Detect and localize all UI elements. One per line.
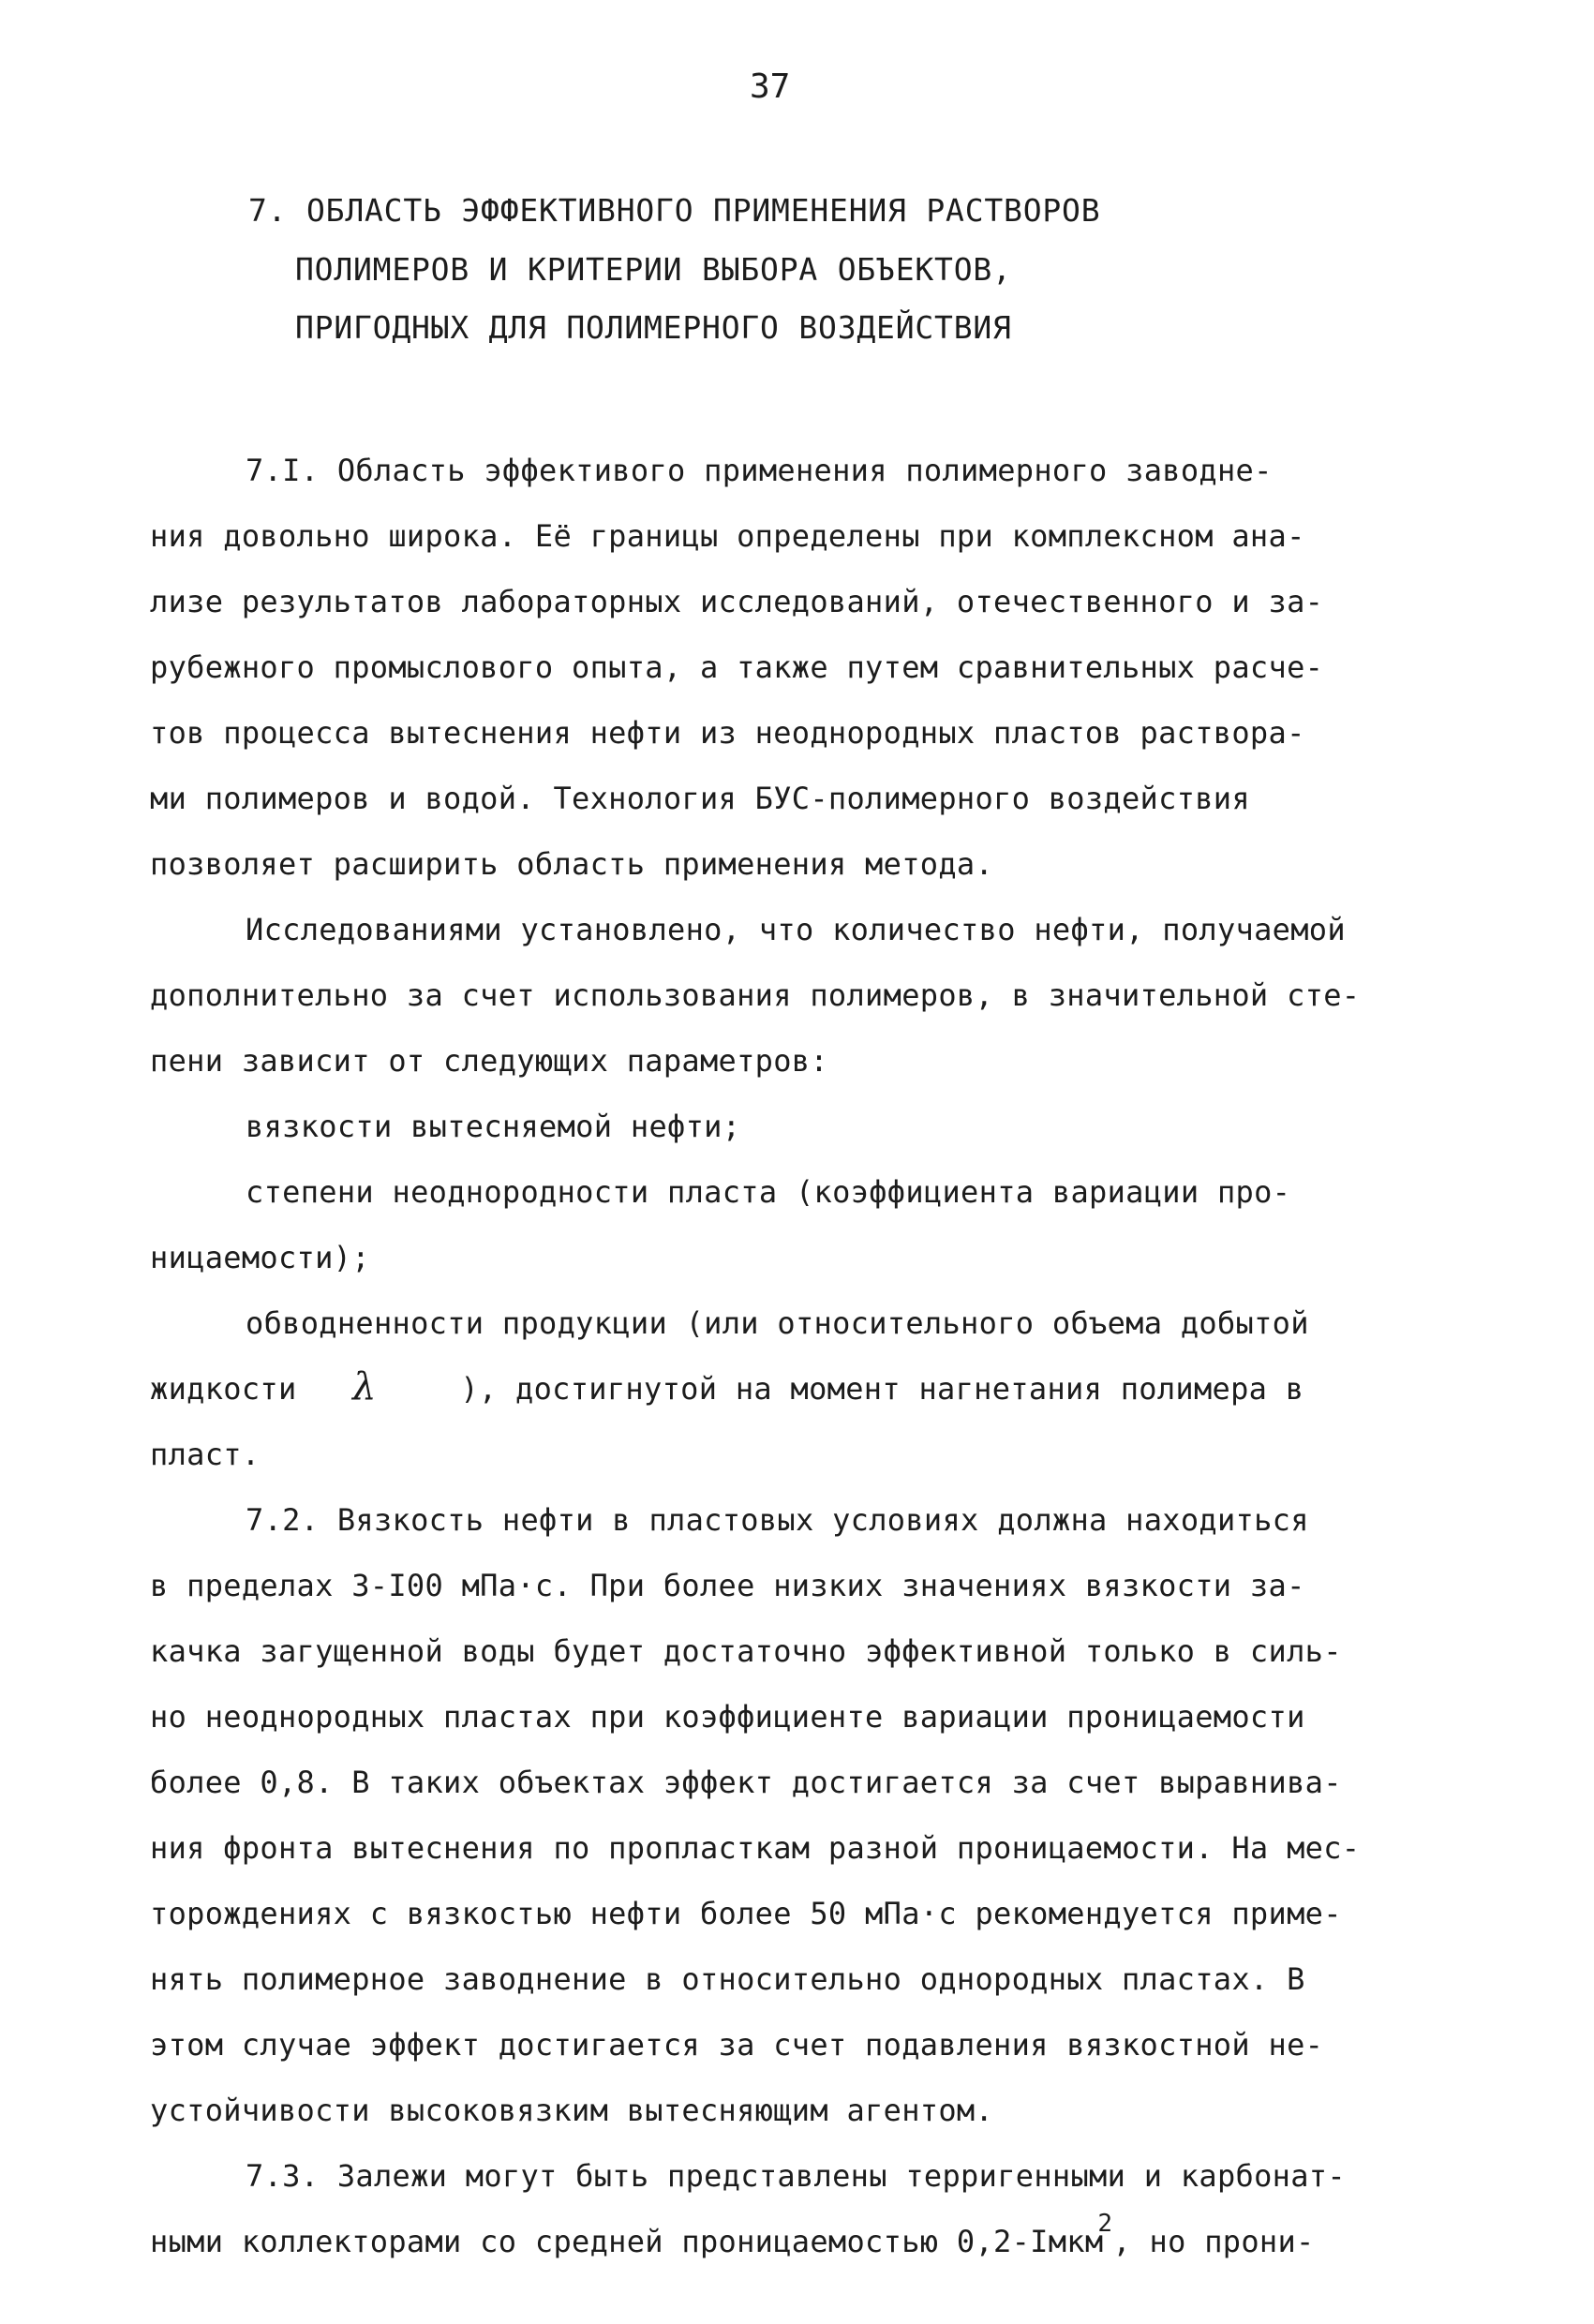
body-line: рубежного промыслового опыта, а также путем сравнительных расче- xyxy=(150,649,1324,685)
body-line: этом случае эффект достигается за счет подавления вязкостной не- xyxy=(150,2027,1324,2063)
body-line: ния довольно широка. Её границы определены при комплексном ана- xyxy=(150,518,1305,554)
body-line: пласт. xyxy=(150,1437,261,1472)
body-line: 7.I. Область эффективого применения полимерного заводне- xyxy=(246,453,1273,488)
body-line: 7.3. Залежи могут быть представлены терригенными и карбонат- xyxy=(246,2158,1346,2194)
body-line: в пределах 3-I00 мПа·с. При более низких значениях вязкости за- xyxy=(150,1568,1305,1603)
body-line: лизе результатов лабораторных исследований, отечественного и за- xyxy=(150,584,1324,619)
heading-line-3: ПРИГОДНЫХ ДЛЯ ПОЛИМЕРНОГО ВОЗДЕЙСТВИЯ xyxy=(295,309,1012,346)
body-line: 7.2. Вязкость нефти в пластовых условиях должна находиться xyxy=(246,1502,1309,1538)
body-line: качка загущенной воды будет достаточно эффективной только в силь- xyxy=(150,1633,1342,1669)
superscript-2: 2 xyxy=(1097,2210,1113,2238)
body-line: позволяет расширить область применения метода. xyxy=(150,846,994,882)
body-line: вязкости вытесняемой нефти; xyxy=(246,1109,741,1144)
body-line: жидкости λ ), достигнутой на момент нагнетания полимера в xyxy=(150,1365,1304,1408)
body-line: более 0,8. В таких объектах эффект достигается за счет выравнива- xyxy=(150,1765,1342,1800)
body-line: степени неоднородности пласта (коэффициента вариации про- xyxy=(246,1174,1291,1210)
body-line: обводненности продукции (или относительного объема добытой xyxy=(246,1305,1309,1341)
heading-line-1: 7. ОБЛАСТЬ ЭФФЕКТИВНОГО ПРИМЕНЕНИЯ РАСТВОРОВ xyxy=(248,192,1101,229)
body-line: тов процесса вытеснения нефти из неоднородных пластов растворa- xyxy=(150,715,1305,751)
page-number: 37 xyxy=(750,67,791,106)
body-line: нять полимерное заводнение в относительно однородных пластах. В xyxy=(150,1961,1305,1997)
body-line: ния фронта вытеснения по пропласткам разной проницаемости. На мес- xyxy=(150,1830,1361,1866)
lambda-symbol: λ xyxy=(352,1365,377,1408)
body-line: Исследованиями установлено, что количество нефти, получаемой xyxy=(246,912,1346,947)
heading-number: 7. xyxy=(248,192,288,229)
body-line: ми полимеров и водой. Технология БУС-полимерного воздействия xyxy=(150,781,1250,816)
body-line: ницаемости); xyxy=(150,1240,370,1275)
body-line: дополнительно за счет использования полимеров, в значительной сте- xyxy=(150,977,1361,1013)
heading-line-2: ПОЛИМЕРОВ И КРИТЕРИИ ВЫБОРА ОБЪЕКТОВ, xyxy=(295,251,1012,288)
body-line: ными коллекторами со средней проницаемостью 0,2-Iмкм$^2$, но прони- xyxy=(150,2210,1315,2259)
body-line: торождениях с вязкостью нефти более 50 мПа·с рекомендуется приме- xyxy=(150,1896,1342,1931)
body-line: устойчивости высоковязким вытесняющим агентом. xyxy=(150,2093,994,2128)
body-line: но неоднородных пластах при коэффициенте вариации проницаемости xyxy=(150,1699,1305,1735)
body-line: пени зависит от следующих параметров: xyxy=(150,1043,828,1079)
